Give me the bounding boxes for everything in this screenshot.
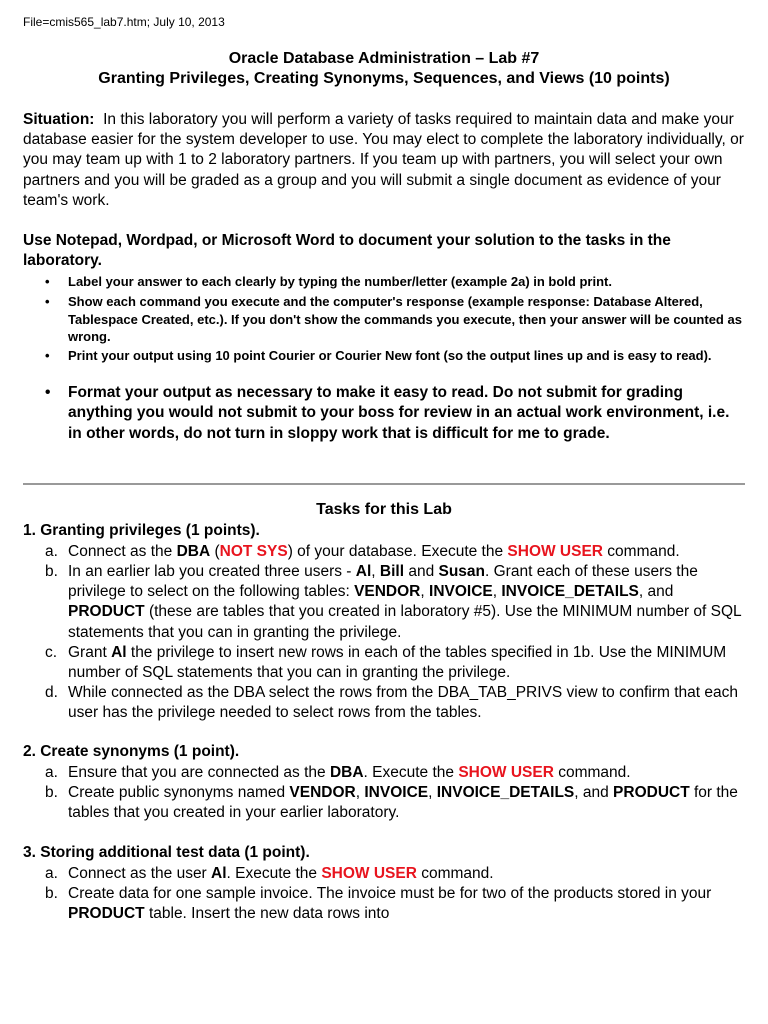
section-3-title: 3. Storing additional test data (1 point). [23,844,310,861]
bullet-text: Show each command you execute and the computer's response (example response: Database Altered, Tablespace Created, etc.). If you don't show the commands you execute, then your answer will be counted as wrong. [68,294,742,344]
item-label: a. [45,865,58,882]
item-label: a. [45,764,58,781]
item-text: While connected as the DBA select the rows from the DBA_TAB_PRIVS view to confirm that each user has the privilege needed to select rows from the tables. [68,684,738,722]
situation-text: In this laboratory you will perform a variety of tasks required to maintain data and make your database easier for the system developer to use. You may elect to complete the laboratory individually, or you may team up with 1 to 2 laboratory partners. If you team up with partners, you will select your own partners and you will be graded as a group and you will submit a single document as evidence of your team's work. [23,111,744,209]
bullet-icon: • [45,348,50,363]
item-text: Connect as the DBA (NOT SYS) of your database. Execute the SHOW USER command. [68,543,680,560]
bullet-icon: • [45,294,50,309]
file-line: File=cmis565_lab7.htm; July 10, 2013 [23,15,225,29]
situation-paragraph [23,110,745,211]
item-label: b. [45,885,58,902]
document-subtitle: Granting Privileges, Creating Synonyms, Sequences, and Views (10 points) [98,70,670,87]
item-label: d. [45,684,58,701]
item-text: Ensure that you are connected as the DBA. Execute the SHOW USER command. [68,764,631,781]
item-text: Connect as the user Al. Execute the SHOW USER command. [68,865,494,882]
bullet-icon: • [45,384,51,401]
instructions-heading: Use Notepad, Wordpad, or Microsoft Word to document your solution to the tasks in the laboratory. [23,232,671,269]
section-divider [23,483,745,485]
situation-label: Situation: [23,111,95,128]
item-label: c. [45,644,58,661]
bullet-text: Print your output using 10 point Courier or Courier New font (so the output lines up and is easy to read). [68,348,712,363]
tasks-heading: Tasks for this Lab [316,501,452,518]
item-text: In an earlier lab you created three users - Al, Bill and Susan. Grant each of these users the privilege to select on the following tables: VENDOR, INVOICE, INVOICE_DETAILS, and PRODUCT (these are tables that you created in laboratory #5). Use the MINIMUM number of SQL statements that you can in granting the privilege. [68,563,742,641]
item-label: a. [45,543,58,560]
bullet-text: Label your answer to each clearly by typing the number/letter (example 2a) in bold print. [68,274,612,289]
bullet-text: Format your output as necessary to make it easy to read. Do not submit for grading anything you would not submit to your boss for review in an actual work environment, i.e. in other words, do not turn in sloppy work that is difficult for me to grade. [68,384,730,442]
item-text: Grant Al the privilege to insert new rows in each of the tables specified in 1b. Use the MINIMUM number of SQL statements that you can in granting the privilege. [68,644,727,682]
item-label: b. [45,784,58,801]
item-text: Create data for one sample invoice. The invoice must be for two of the products stored in your PRODUCT table. Insert the new data rows into [68,885,712,923]
section-1-title: 1. Granting privileges (1 points). [23,522,260,539]
item-label: b. [45,563,58,580]
bullet-icon: • [45,274,50,289]
document-title: Oracle Database Administration – Lab #7 [228,50,540,67]
section-2-title: 2. Create synonyms (1 point). [23,743,240,760]
item-text: Create public synonyms named VENDOR, INVOICE, INVOICE_DETAILS, and PRODUCT for the tables that you created in your earlier laboratory. [68,784,738,822]
